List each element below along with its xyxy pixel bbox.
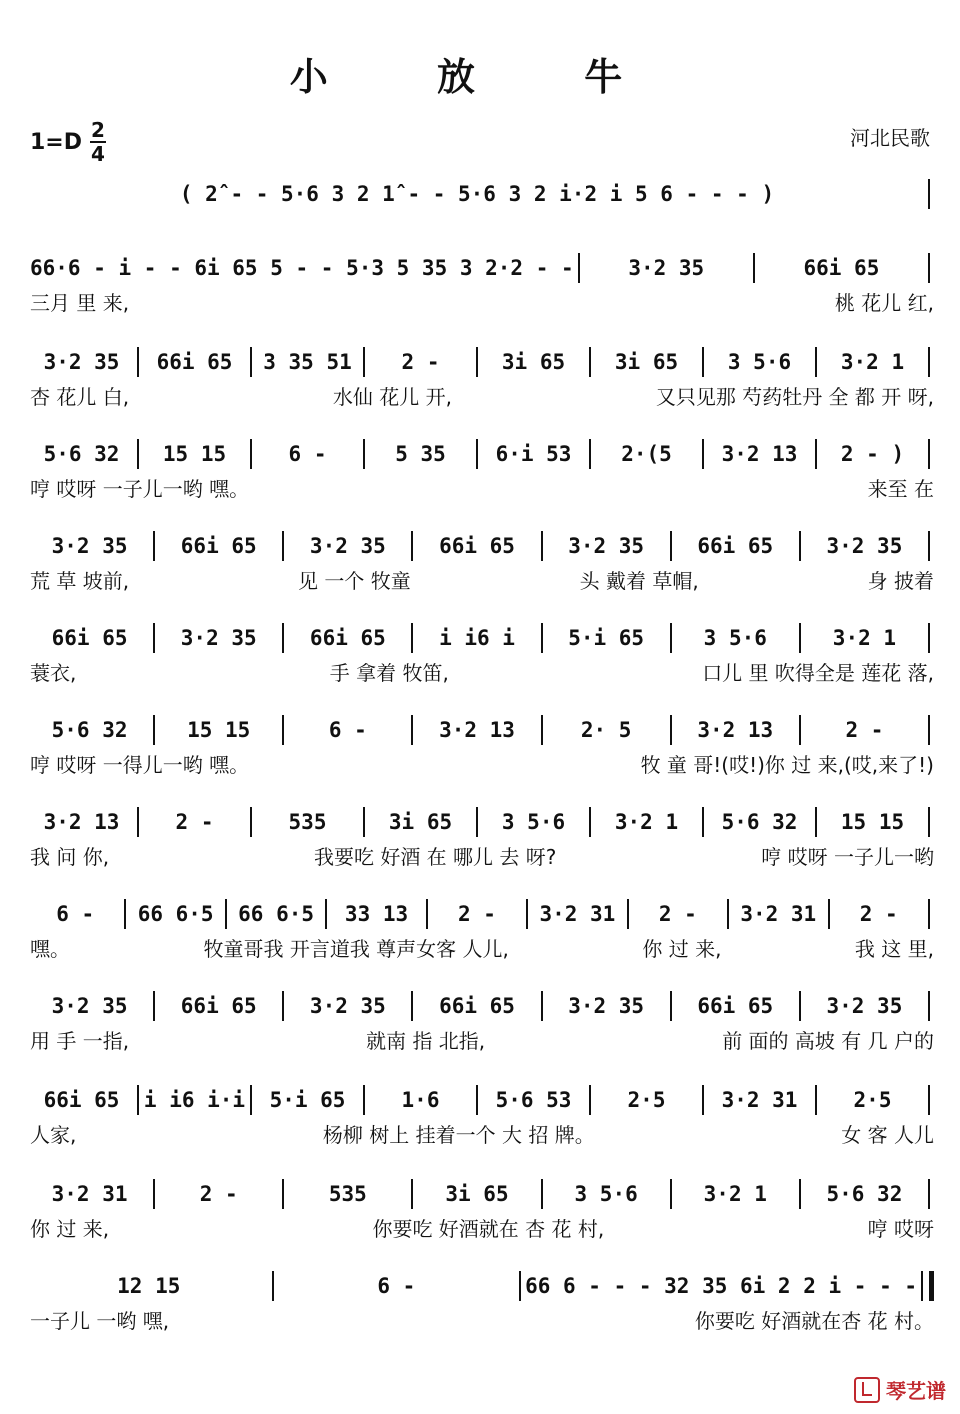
barline (137, 807, 139, 837)
lyrics-row (30, 286, 934, 316)
measure: 5·6 32 (51, 718, 128, 742)
barline (589, 439, 591, 469)
measure: 15 15 (840, 810, 905, 834)
lyric-phrase: 口儿 里 吹得全是 莲花 落, (702, 660, 934, 685)
lyrics-row (30, 1024, 934, 1054)
measure: 6 - (56, 902, 95, 926)
lyric-phrase: 杨柳 树上 挂着一个 大 招 牌。 (322, 1122, 595, 1147)
barline (589, 1085, 591, 1115)
measure: 66·6 - i - - 6i 65 5 - - 5·3 5 35 3 2·2 - - (30, 256, 574, 280)
measure: 535 (328, 1182, 367, 1206)
measure: 3·2 35 (309, 994, 386, 1018)
measure: 3·2 13 (43, 810, 120, 834)
barline (799, 1179, 801, 1209)
notation-row (30, 804, 934, 840)
lyric-phrase: 杏 花儿 白, (30, 384, 130, 409)
measure: 5·6 53 (495, 1088, 572, 1112)
barline (670, 1179, 672, 1209)
barline (702, 807, 704, 837)
barline (363, 347, 365, 377)
measure: 2·5 (627, 1088, 666, 1112)
barline (702, 1085, 704, 1115)
logo-icon (854, 1377, 880, 1403)
measure: 2 - (175, 810, 214, 834)
measure: 3·2 35 (628, 256, 705, 280)
lyric-phrase: 身 披着 (867, 568, 934, 593)
lyric-phrase: 见 一个 牧童 (298, 568, 411, 593)
score-system (30, 988, 934, 1054)
barline (137, 439, 139, 469)
barline (928, 1179, 930, 1209)
lyric-phrase: 牧童哥我 开言道我 尊声女客 人儿, (203, 936, 509, 961)
measure: 6 - (377, 1274, 416, 1298)
measure: 66i 65 (180, 994, 257, 1018)
barline (753, 253, 755, 283)
measure: 2 - (859, 902, 898, 926)
barline (411, 623, 413, 653)
barline (627, 899, 629, 929)
barline (476, 1085, 478, 1115)
lyrics-row (30, 564, 934, 594)
measure: 3 5·6 (703, 626, 767, 650)
measure: ( 2̂ - - 5·6 3 2 1̂ - - 5·6 3 2 i·2 i 5 6 - - - ) (179, 182, 775, 206)
lyric-phrase: 你要吃 好酒就在 杏 花 村, (372, 1216, 605, 1241)
lyric-phrase: 哼 哎呀 (867, 1216, 934, 1241)
barline (828, 899, 830, 929)
barline (526, 899, 528, 929)
measure: 3·2 31 (51, 1182, 128, 1206)
barline (670, 623, 672, 653)
barline (589, 807, 591, 837)
measure: 3 5·6 (574, 1182, 638, 1206)
barline (799, 715, 801, 745)
barline (928, 623, 930, 653)
key-signature (30, 120, 106, 164)
measure: 2 - ) (840, 442, 905, 466)
barline (799, 531, 801, 561)
measure: i i6 i (439, 626, 515, 650)
lyrics-row (30, 932, 934, 962)
measure: 3·2 35 (826, 534, 903, 558)
measure: 66i 65 (803, 256, 880, 280)
lyric-phrase: 我要吃 好酒 在 哪儿 去 呀? (313, 844, 557, 869)
lyric-phrase: 荒 草 坡前, (30, 568, 130, 593)
barline (124, 899, 126, 929)
measure: 2·(5 (621, 442, 672, 466)
lyrics-row (30, 1304, 934, 1334)
lyric-phrase: 人家, (30, 1122, 77, 1147)
key-label: 1=D (30, 129, 83, 155)
notation-row (30, 344, 934, 380)
score-system (30, 804, 934, 870)
barline (153, 715, 155, 745)
lyrics-row (30, 1118, 934, 1148)
barline (363, 807, 365, 837)
measure: 3·2 1 (840, 350, 905, 374)
barline (928, 899, 930, 929)
lyric-phrase: 嘿。 (30, 936, 70, 961)
measure: 66 6·5 (238, 902, 315, 926)
time-sig-top: 2 (91, 118, 105, 142)
notation-row (30, 528, 934, 564)
barline (799, 623, 801, 653)
barline (928, 253, 930, 283)
measure: 3 5·6 (727, 350, 792, 374)
lyric-phrase: 用 手 一指, (30, 1028, 130, 1053)
notation-row (30, 620, 934, 656)
measure: 3i 65 (388, 810, 453, 834)
measure: 3·2 35 (568, 994, 645, 1018)
barline (282, 991, 284, 1021)
notation-row (30, 712, 934, 748)
barline (411, 991, 413, 1021)
song-title: 小 放 牛 (289, 54, 671, 99)
time-signature (90, 120, 106, 164)
barline (325, 899, 327, 929)
measure: 5·6 32 (43, 442, 120, 466)
measure: 3 35 51 (263, 350, 352, 374)
lyric-phrase: 你要吃 好酒就在杏 花 村。 (694, 1308, 934, 1333)
measure: 3i 65 (501, 350, 566, 374)
notation-row (30, 1176, 934, 1212)
barline (282, 1179, 284, 1209)
measure: 2 - (199, 1182, 238, 1206)
lyric-phrase: 来至 在 (867, 476, 934, 501)
score-system (30, 1176, 934, 1242)
barline (411, 531, 413, 561)
barline (928, 439, 930, 469)
lyric-phrase: 哼 哎呀 一子儿一哟 (761, 844, 934, 869)
measure: 66i 65 (439, 534, 515, 558)
lyric-phrase: 我 这 里, (854, 936, 934, 961)
score-system (30, 344, 934, 410)
measure: 66i 65 (309, 626, 386, 650)
lyric-phrase: 你 过 来, (642, 936, 722, 961)
measure: 66i 65 (697, 994, 774, 1018)
lyric-phrase: 桃 花儿 红, (834, 290, 934, 315)
barline (670, 715, 672, 745)
barline (541, 1179, 543, 1209)
measure: 3·2 35 (43, 350, 120, 374)
lyrics-row (30, 380, 934, 410)
measure: 6 - (288, 442, 327, 466)
lyric-phrase: 哼 哎呀 一得儿一哟 嘿。 (30, 752, 250, 777)
lyrics-row (30, 472, 934, 502)
notation-row (30, 250, 934, 286)
barline (272, 1271, 274, 1301)
measure: 1·6 (401, 1088, 440, 1112)
barline (426, 899, 428, 929)
lyric-phrase: 三月 里 来, (30, 290, 130, 315)
measure: 66i 65 (43, 1088, 120, 1112)
measure: 5·i 65 (568, 626, 645, 650)
measure: 2 - (458, 902, 496, 926)
barline (411, 1179, 413, 1209)
barline (476, 439, 478, 469)
measure: 535 (288, 810, 327, 834)
measure: 3·2 1 (614, 810, 679, 834)
notation-row (30, 176, 934, 212)
measure: 5·i 65 (269, 1088, 346, 1112)
barline (282, 531, 284, 561)
measure: 3·2 31 (539, 902, 616, 926)
measure: 33 13 (344, 902, 409, 926)
measure: 3·2 31 (740, 902, 817, 926)
score-system (30, 620, 934, 686)
song-origin: 河北民歌 (850, 126, 930, 150)
time-sig-bottom: 4 (91, 142, 105, 166)
notation-row (30, 896, 934, 932)
lyrics-row (30, 840, 934, 870)
lyric-phrase: 我 问 你, (30, 844, 110, 869)
barline (815, 807, 817, 837)
barline (578, 253, 580, 283)
lyrics-row (30, 656, 934, 686)
measure: 12 15 (117, 1274, 181, 1298)
lyric-phrase: 你 过 来, (30, 1216, 110, 1241)
barline (137, 1085, 139, 1115)
measure: 66i 65 (697, 534, 774, 558)
measure: 3·2 35 (309, 534, 386, 558)
barline (727, 899, 729, 929)
barline (153, 1179, 155, 1209)
notation-row (30, 436, 934, 472)
barline (815, 347, 817, 377)
lyrics-row (30, 1212, 934, 1242)
barline (670, 531, 672, 561)
barline (541, 531, 543, 561)
score-system (30, 1082, 934, 1148)
barline (928, 807, 930, 837)
measure: 3·2 35 (826, 994, 903, 1018)
barline (250, 1085, 252, 1115)
barline (702, 439, 704, 469)
measure: 2 - (401, 350, 440, 374)
measure: 5·6 32 (826, 1182, 903, 1206)
measure: 2·5 (853, 1088, 892, 1112)
lyric-phrase: 哼 哎呀 一子儿一哟 嘿。 (30, 476, 250, 501)
measure: 66i 65 (156, 350, 233, 374)
barline (519, 1271, 521, 1301)
score-system (30, 176, 934, 212)
measure: 15 15 (162, 442, 227, 466)
lyric-phrase: 一子儿 一哟 嘿, (30, 1308, 170, 1333)
score-system (30, 528, 934, 594)
measure: 3i 65 (445, 1182, 509, 1206)
lyric-phrase: 又只见那 芍药牡丹 全 都 开 呀, (655, 384, 934, 409)
score-system (30, 250, 934, 316)
measure: 3·2 13 (439, 718, 515, 742)
barline (225, 899, 227, 929)
barline (153, 531, 155, 561)
barline (928, 531, 930, 561)
lyrics-row (30, 748, 934, 778)
measure: 3·2 35 (51, 534, 128, 558)
notation-row (30, 1268, 934, 1304)
barline (589, 347, 591, 377)
barline (541, 623, 543, 653)
barline (928, 1085, 930, 1115)
barline (928, 179, 930, 209)
lyric-phrase: 水仙 花儿 开, (332, 384, 452, 409)
barline (153, 623, 155, 653)
notation-row (30, 1082, 934, 1118)
barline (702, 347, 704, 377)
measure: 3i 65 (614, 350, 679, 374)
barline (137, 347, 139, 377)
measure: 15 15 (187, 718, 251, 742)
lyric-phrase: 蓑衣, (30, 660, 77, 685)
measure: 2· 5 (580, 718, 632, 742)
measure: 6·i 53 (495, 442, 572, 466)
measure: 66i 65 (51, 626, 128, 650)
lyric-phrase: 头 戴着 草帽, (579, 568, 699, 593)
measure: 66 6 - - - 32 35 6i 2 2 i - - - (525, 1274, 917, 1298)
barline (541, 991, 543, 1021)
barline (476, 347, 478, 377)
score-system (30, 436, 934, 502)
measure: 3·2 1 (703, 1182, 767, 1206)
barline (250, 347, 252, 377)
lyric-phrase: 就南 指 北指, (366, 1028, 486, 1053)
score-system (30, 1268, 934, 1334)
barline (282, 623, 284, 653)
measure: 3 5·6 (501, 810, 566, 834)
lyric-phrase: 女 客 人儿 (841, 1122, 934, 1147)
barline (250, 807, 252, 837)
measure: 5·6 32 (721, 810, 798, 834)
barline (153, 991, 155, 1021)
barline (815, 439, 817, 469)
measure: 3·2 13 (721, 442, 798, 466)
barline (670, 991, 672, 1021)
barline (928, 347, 930, 377)
notation-row (30, 988, 934, 1024)
measure: 66i 65 (180, 534, 257, 558)
measure: 66i 65 (439, 994, 515, 1018)
measure: 3·2 1 (832, 626, 897, 650)
barline (282, 715, 284, 745)
lyric-phrase: 前 面的 高坡 有 几 户的 (722, 1028, 934, 1053)
score-system (30, 896, 934, 962)
score-system (30, 712, 934, 778)
barline (250, 439, 252, 469)
measure: 2 - (845, 718, 884, 742)
measure: 3·2 35 (51, 994, 128, 1018)
measure: i i6 i·i (143, 1088, 246, 1112)
barline (363, 1085, 365, 1115)
measure: 3·2 13 (697, 718, 774, 742)
measure: 2 - (658, 902, 697, 926)
measure: 3·2 35 (180, 626, 257, 650)
site-logo (854, 1375, 946, 1404)
barline (363, 439, 365, 469)
barline (928, 715, 930, 745)
barline (476, 807, 478, 837)
measure: 5 35 (395, 442, 446, 466)
lyric-phrase: 牧 童 哥!(哎!)你 过 来,(哎,来了!) (640, 752, 934, 777)
barline (815, 1085, 817, 1115)
barline (541, 715, 543, 745)
measure: 6 - (328, 718, 367, 742)
barline (411, 715, 413, 745)
barline (928, 991, 930, 1021)
logo-text: 琴艺谱 (886, 1379, 946, 1403)
measure: 3·2 31 (721, 1088, 798, 1112)
barline (799, 991, 801, 1021)
measure: 3·2 35 (568, 534, 645, 558)
barline (921, 1271, 934, 1301)
measure: 66 6·5 (137, 902, 214, 926)
lyric-phrase: 手 拿着 牧笛, (329, 660, 449, 685)
